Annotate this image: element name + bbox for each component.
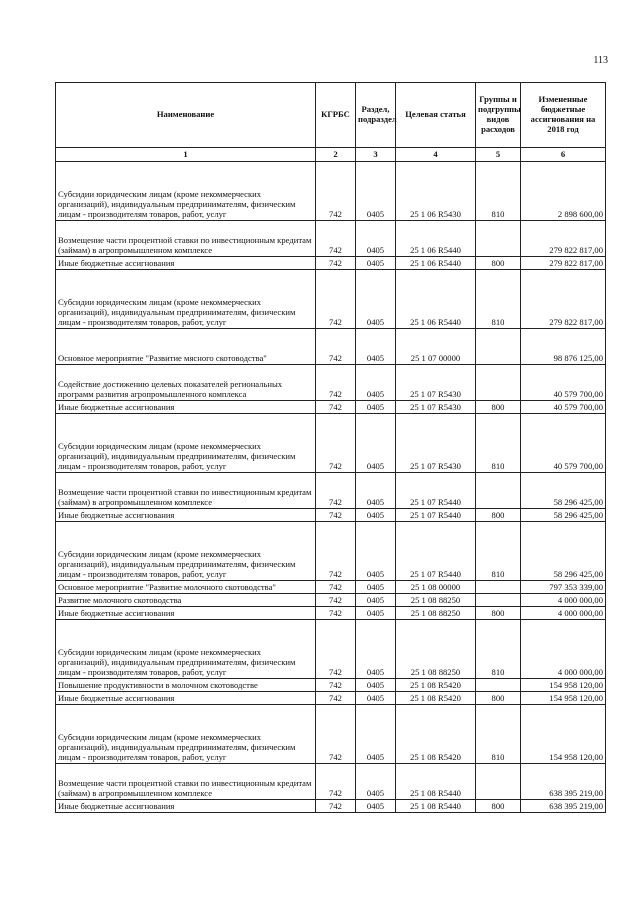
cell-section: 0405 xyxy=(356,509,396,522)
cell-amount: 58 296 425,00 xyxy=(521,522,606,581)
cell-target-article: 25 1 07 R5440 xyxy=(396,522,476,581)
cell-amount: 638 395 219,00 xyxy=(521,800,606,813)
cell-section: 0405 xyxy=(356,162,396,221)
cell-target-article: 25 1 08 R5440 xyxy=(396,800,476,813)
cell-section: 0405 xyxy=(356,705,396,764)
cell-target-article: 25 1 07 R5440 xyxy=(396,509,476,522)
cell-kgrbs: 742 xyxy=(316,620,356,679)
cell-target-article: 25 1 08 R5440 xyxy=(396,764,476,800)
cell-section: 0405 xyxy=(356,692,396,705)
table-row xyxy=(56,257,606,270)
cell-kgrbs: 742 xyxy=(316,692,356,705)
header-target-article: Целевая статья xyxy=(396,83,476,148)
cell-kgrbs: 742 xyxy=(316,270,356,329)
cell-target-article: 25 1 08 88250 xyxy=(396,607,476,620)
header-kgrbs: КГРБС xyxy=(316,83,356,148)
cell-kgrbs: 742 xyxy=(316,221,356,257)
cell-name: Основное мероприятие "Развитие мясного скотоводства" xyxy=(56,329,316,365)
cell-section: 0405 xyxy=(356,800,396,813)
table-row xyxy=(56,607,606,620)
cell-target-article: 25 1 08 R5420 xyxy=(396,705,476,764)
header-amount: Измененные бюджетные ассигнования на 2018 год xyxy=(521,83,606,148)
cell-name: Субсидии юридическим лицам (кроме некоммерческих организаций), индивидуальным предпринимателям, физическим лицам - производителям товаров, работ, услуг xyxy=(56,414,316,473)
cell-kgrbs: 742 xyxy=(316,764,356,800)
cell-target-article: 25 1 08 88250 xyxy=(396,620,476,679)
cell-section: 0405 xyxy=(356,473,396,509)
cell-kgrbs: 742 xyxy=(316,414,356,473)
cell-name: Субсидии юридическим лицам (кроме некоммерческих организаций), индивидуальным предпринимателям, физическим лицам - производителям товаров, работ, услуг xyxy=(56,620,316,679)
cell-section: 0405 xyxy=(356,401,396,414)
cell-name: Возмещение части процентной ставки по инвестиционным кредитам (займам) в агропромышленном комплексе xyxy=(56,764,316,800)
column-number: 3 xyxy=(356,148,396,162)
cell-target-article: 25 1 07 R5430 xyxy=(396,401,476,414)
cell-amount: 58 296 425,00 xyxy=(521,509,606,522)
cell-amount: 638 395 219,00 xyxy=(521,764,606,800)
cell-kgrbs: 742 xyxy=(316,581,356,594)
table-row xyxy=(56,692,606,705)
cell-expense-group: 810 xyxy=(476,705,521,764)
cell-kgrbs: 742 xyxy=(316,329,356,365)
table-row xyxy=(56,329,606,365)
column-number: 6 xyxy=(521,148,606,162)
cell-expense-group xyxy=(476,473,521,509)
header-expense-group: Группы и подгруппы видов расходов xyxy=(476,83,521,148)
cell-section: 0405 xyxy=(356,764,396,800)
cell-section: 0405 xyxy=(356,365,396,401)
table-row xyxy=(56,270,606,329)
cell-name: Субсидии юридическим лицам (кроме некоммерческих организаций), индивидуальным предпринимателям, физическим лицам - производителям товаров, работ, услуг xyxy=(56,162,316,221)
cell-amount: 797 353 339,00 xyxy=(521,581,606,594)
table-row xyxy=(56,679,606,692)
table-row xyxy=(56,581,606,594)
cell-kgrbs: 742 xyxy=(316,522,356,581)
cell-amount: 40 579 700,00 xyxy=(521,401,606,414)
cell-amount: 4 000 000,00 xyxy=(521,620,606,679)
cell-section: 0405 xyxy=(356,679,396,692)
table-row xyxy=(56,620,606,679)
cell-kgrbs: 742 xyxy=(316,401,356,414)
cell-section: 0405 xyxy=(356,581,396,594)
cell-amount: 154 958 120,00 xyxy=(521,705,606,764)
cell-section: 0405 xyxy=(356,414,396,473)
cell-name: Возмещение части процентной ставки по инвестиционным кредитам (займам) в агропромышленном комплексе xyxy=(56,473,316,509)
cell-name: Основное мероприятие "Развитие молочного скотоводства" xyxy=(56,581,316,594)
cell-target-article: 25 1 06 R5430 xyxy=(396,162,476,221)
cell-section: 0405 xyxy=(356,270,396,329)
cell-target-article: 25 1 06 R5440 xyxy=(396,221,476,257)
cell-target-article: 25 1 08 R5420 xyxy=(396,679,476,692)
cell-target-article: 25 1 07 R5440 xyxy=(396,473,476,509)
column-number: 4 xyxy=(396,148,476,162)
cell-kgrbs: 742 xyxy=(316,509,356,522)
cell-target-article: 25 1 08 00000 xyxy=(396,581,476,594)
column-number: 1 xyxy=(56,148,316,162)
table-row xyxy=(56,509,606,522)
table-row xyxy=(56,705,606,764)
cell-name: Иные бюджетные ассигнования xyxy=(56,257,316,270)
header-row xyxy=(56,83,606,148)
cell-section: 0405 xyxy=(356,221,396,257)
table-row xyxy=(56,522,606,581)
cell-amount: 4 000 000,00 xyxy=(521,594,606,607)
header-name: Наименование xyxy=(56,83,316,148)
cell-name: Иные бюджетные ассигнования xyxy=(56,509,316,522)
cell-name: Содействие достижению целевых показателей региональных программ развития агропромышленного комплекса xyxy=(56,365,316,401)
cell-expense-group: 810 xyxy=(476,162,521,221)
cell-section: 0405 xyxy=(356,257,396,270)
cell-kgrbs: 742 xyxy=(316,473,356,509)
cell-target-article: 25 1 06 R5440 xyxy=(396,270,476,329)
cell-expense-group: 810 xyxy=(476,620,521,679)
cell-expense-group xyxy=(476,679,521,692)
cell-kgrbs: 742 xyxy=(316,800,356,813)
cell-target-article: 25 1 07 R5430 xyxy=(396,414,476,473)
cell-expense-group: 800 xyxy=(476,607,521,620)
cell-expense-group: 800 xyxy=(476,800,521,813)
table-row xyxy=(56,800,606,813)
table-row xyxy=(56,594,606,607)
cell-expense-group: 800 xyxy=(476,692,521,705)
cell-name: Субсидии юридическим лицам (кроме некоммерческих организаций), индивидуальным предпринимателям, физическим лицам - производителям товаров, работ, услуг xyxy=(56,705,316,764)
cell-expense-group: 810 xyxy=(476,270,521,329)
cell-amount: 98 876 125,00 xyxy=(521,329,606,365)
cell-name: Повышение продуктивности в молочном скотоводстве xyxy=(56,679,316,692)
cell-amount: 279 822 817,00 xyxy=(521,270,606,329)
cell-expense-group xyxy=(476,594,521,607)
cell-section: 0405 xyxy=(356,329,396,365)
cell-expense-group xyxy=(476,329,521,365)
cell-target-article: 25 1 07 00000 xyxy=(396,329,476,365)
cell-name: Развитие молочного скотоводства xyxy=(56,594,316,607)
cell-section: 0405 xyxy=(356,594,396,607)
cell-kgrbs: 742 xyxy=(316,607,356,620)
cell-amount: 279 822 817,00 xyxy=(521,257,606,270)
table-row xyxy=(56,401,606,414)
cell-expense-group xyxy=(476,221,521,257)
table-row xyxy=(56,162,606,221)
cell-amount: 40 579 700,00 xyxy=(521,414,606,473)
cell-name: Иные бюджетные ассигнования xyxy=(56,607,316,620)
table-body xyxy=(56,162,606,813)
cell-expense-group: 810 xyxy=(476,522,521,581)
table-row xyxy=(56,414,606,473)
cell-section: 0405 xyxy=(356,522,396,581)
cell-amount: 154 958 120,00 xyxy=(521,679,606,692)
cell-expense-group xyxy=(476,365,521,401)
header-section: Раздел, подраздел xyxy=(356,83,396,148)
cell-section: 0405 xyxy=(356,620,396,679)
cell-expense-group: 800 xyxy=(476,401,521,414)
cell-kgrbs: 742 xyxy=(316,257,356,270)
cell-section: 0405 xyxy=(356,607,396,620)
cell-name: Иные бюджетные ассигнования xyxy=(56,692,316,705)
cell-kgrbs: 742 xyxy=(316,705,356,764)
cell-amount: 154 958 120,00 xyxy=(521,692,606,705)
cell-target-article: 25 1 08 R5420 xyxy=(396,692,476,705)
cell-expense-group xyxy=(476,764,521,800)
table-row xyxy=(56,365,606,401)
table-row xyxy=(56,473,606,509)
cell-amount: 2 898 600,00 xyxy=(521,162,606,221)
cell-target-article: 25 1 06 R5440 xyxy=(396,257,476,270)
column-number-row xyxy=(56,148,606,162)
cell-expense-group xyxy=(476,581,521,594)
cell-expense-group: 800 xyxy=(476,509,521,522)
cell-amount: 4 000 000,00 xyxy=(521,607,606,620)
cell-expense-group: 810 xyxy=(476,414,521,473)
cell-kgrbs: 742 xyxy=(316,365,356,401)
cell-kgrbs: 742 xyxy=(316,162,356,221)
cell-target-article: 25 1 07 R5430 xyxy=(396,365,476,401)
cell-expense-group: 800 xyxy=(476,257,521,270)
cell-amount: 58 296 425,00 xyxy=(521,473,606,509)
cell-name: Иные бюджетные ассигнования xyxy=(56,401,316,414)
cell-kgrbs: 742 xyxy=(316,679,356,692)
table-row xyxy=(56,764,606,800)
cell-name: Иные бюджетные ассигнования xyxy=(56,800,316,813)
cell-name: Субсидии юридическим лицам (кроме некоммерческих организаций), индивидуальным предпринимателям, физическим лицам - производителям товаров, работ, услуг xyxy=(56,522,316,581)
cell-kgrbs: 742 xyxy=(316,594,356,607)
cell-amount: 279 822 817,00 xyxy=(521,221,606,257)
budget-table xyxy=(55,82,606,813)
cell-target-article: 25 1 08 88250 xyxy=(396,594,476,607)
cell-amount: 40 579 700,00 xyxy=(521,365,606,401)
column-number: 5 xyxy=(476,148,521,162)
cell-name: Субсидии юридическим лицам (кроме некоммерческих организаций), индивидуальным предпринимателям, физическим лицам - производителям товаров, работ, услуг xyxy=(56,270,316,329)
page-number: 113 xyxy=(593,55,608,66)
table-row xyxy=(56,221,606,257)
column-number: 2 xyxy=(316,148,356,162)
cell-name: Возмещение части процентной ставки по инвестиционным кредитам (займам) в агропромышленном комплексе xyxy=(56,221,316,257)
